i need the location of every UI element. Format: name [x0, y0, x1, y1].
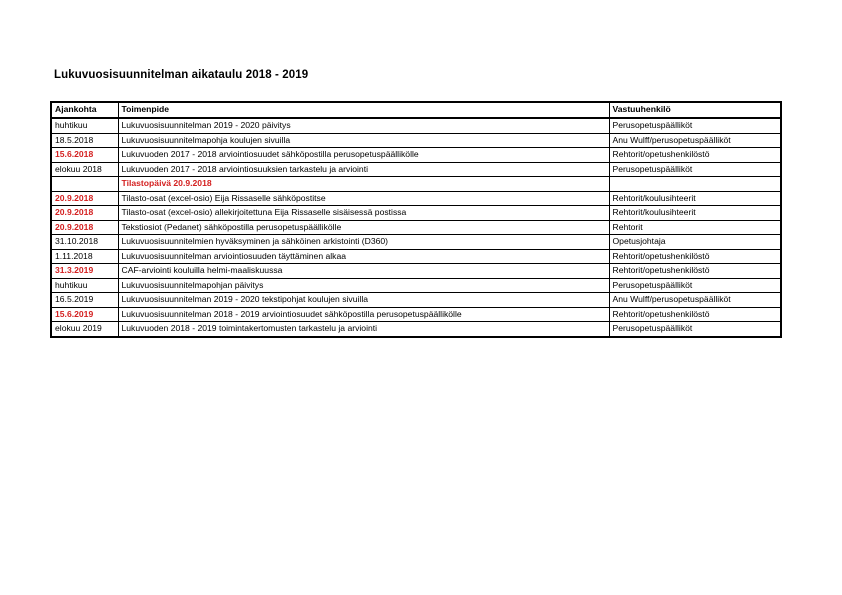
- table-row: [51, 249, 781, 264]
- header-date: Ajankohta: [51, 102, 118, 118]
- table-cell-owner: Rehtorit/koulusihteerit: [609, 191, 781, 206]
- table-cell-date: 15.6.2018: [51, 148, 118, 163]
- table-row: [51, 162, 781, 177]
- table-cell-owner: Anu Wulff/perusopetuspäälliköt: [609, 133, 781, 148]
- table-cell-date: [51, 177, 118, 192]
- table-cell-date: 20.9.2018: [51, 220, 118, 235]
- table-row: [51, 278, 781, 293]
- tilasto-section: [51, 177, 781, 192]
- page-title: Lukuvuosisuunnitelman aikataulu 2018 - 2019: [54, 69, 309, 81]
- table-cell-action: Lukuvuosisuunnitelmapohjan päivitys: [118, 278, 609, 293]
- table-cell-action: Lukuvuoden 2017 - 2018 arviointiosuudet sähköpostilla perusopetuspäällikölle: [118, 148, 609, 163]
- table-cell-date: elokuu 2019: [51, 322, 118, 337]
- header-owner: Vastuuhenkilö: [609, 102, 781, 118]
- table-cell-action: CAF-arviointi kouluilla helmi-maaliskuussa: [118, 264, 609, 279]
- header-action: Toimenpide: [118, 102, 609, 118]
- header-row: [51, 102, 781, 118]
- table-cell-date: 20.9.2018: [51, 191, 118, 206]
- table-cell-date: huhtikuu: [51, 278, 118, 293]
- tilasto-heading: Tilastopäivä 20.9.2018: [118, 177, 609, 192]
- table-cell-date: elokuu 2018: [51, 162, 118, 177]
- table-cell-date: 18.5.2018: [51, 133, 118, 148]
- table-cell-owner: Rehtorit/opetushenkilöstö: [609, 264, 781, 279]
- table-row: [51, 264, 781, 279]
- table-cell-owner: Perusopetuspäälliköt: [609, 278, 781, 293]
- table-cell-action: Lukuvuosisuunnitelmien hyväksyminen ja sähköinen arkistointi (D360): [118, 235, 609, 250]
- table-row: [51, 293, 781, 308]
- table-cell-date: huhtikuu: [51, 118, 118, 133]
- table-cell-action: Lukuvuoden 2018 - 2019 toimintakertomusten tarkastelu ja arviointi: [118, 322, 609, 337]
- table-row: [51, 235, 781, 250]
- table-cell-action: Lukuvuoden 2017 - 2018 arviointiosuuksien tarkastelu ja arviointi: [118, 162, 609, 177]
- table-cell-date: 31.3.2019: [51, 264, 118, 279]
- table-row: [51, 220, 781, 235]
- table-row: [51, 148, 781, 163]
- table-cell-owner: [609, 177, 781, 192]
- schedule-table: [50, 101, 782, 338]
- tilasto-heading-row: [51, 177, 781, 192]
- table-cell-owner: Rehtorit/opetushenkilöstö: [609, 307, 781, 322]
- table-cell-date: 31.10.2018: [51, 235, 118, 250]
- table-cell-date: 15.6.2019: [51, 307, 118, 322]
- table-cell-owner: Perusopetuspäälliköt: [609, 162, 781, 177]
- table-cell-date: 20.9.2018: [51, 206, 118, 221]
- table-row: [51, 133, 781, 148]
- table-cell-action: Lukuvuosisuunnitelman 2019 - 2020 päivitys: [118, 118, 609, 133]
- table-cell-owner: Anu Wulff/perusopetuspäälliköt: [609, 293, 781, 308]
- table-cell-action: Lukuvuosisuunnitelman 2018 - 2019 arviointiosuudet sähköpostilla perusopetuspäällikölle: [118, 307, 609, 322]
- table-cell-owner: Perusopetuspäälliköt: [609, 118, 781, 133]
- table-cell-action: Tilasto-osat (excel-osio) allekirjoitettuna Eija Rissaselle sisäisessä postissa: [118, 206, 609, 221]
- table-cell-owner: Perusopetuspäälliköt: [609, 322, 781, 337]
- schedule-body-2: [51, 235, 781, 337]
- table-row: [51, 118, 781, 133]
- table-cell-owner: Rehtorit/opetushenkilöstö: [609, 249, 781, 264]
- schedule-body-1: [51, 118, 781, 177]
- table-cell-owner: Opetusjohtaja: [609, 235, 781, 250]
- table-row: [51, 307, 781, 322]
- table-cell-owner: Rehtorit/opetushenkilöstö: [609, 148, 781, 163]
- table-cell-owner: Rehtorit/koulusihteerit: [609, 206, 781, 221]
- table-row: [51, 191, 781, 206]
- table-row: [51, 322, 781, 337]
- table-cell-owner: Rehtorit: [609, 220, 781, 235]
- tilasto-rows: [51, 191, 781, 235]
- table-cell-action: Lukuvuosisuunnitelmapohja koulujen sivuilla: [118, 133, 609, 148]
- table-cell-date: 1.11.2018: [51, 249, 118, 264]
- table-cell-action: Tekstiosiot (Pedanet) sähköpostilla perusopetuspäällikölle: [118, 220, 609, 235]
- table-row: [51, 206, 781, 221]
- table-cell-date: 16.5.2019: [51, 293, 118, 308]
- table-cell-action: Lukuvuosisuunnitelman 2019 - 2020 tekstipohjat koulujen sivuilla: [118, 293, 609, 308]
- table-cell-action: Lukuvuosisuunnitelman arviointiosuuden täyttäminen alkaa: [118, 249, 609, 264]
- table-cell-action: Tilasto-osat (excel-osio) Eija Rissaselle sähköpostitse: [118, 191, 609, 206]
